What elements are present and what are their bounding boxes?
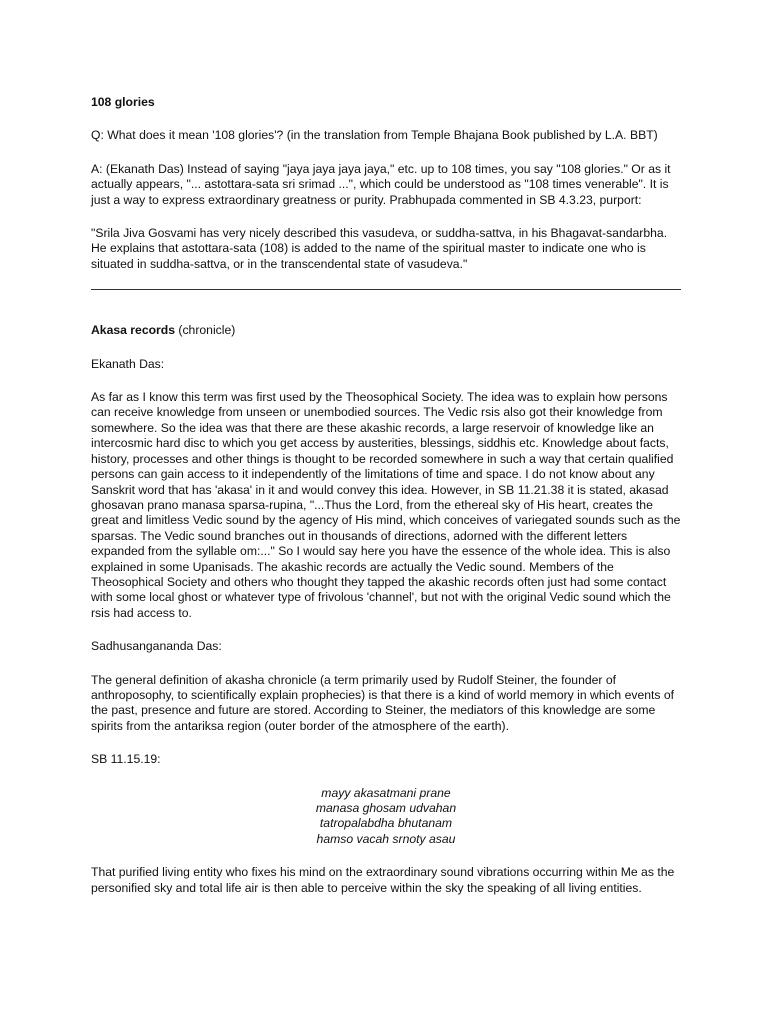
section-title-suffix: (chronicle)	[175, 323, 236, 338]
section-heading-akasa-records	[91, 323, 681, 338]
section-title-108-glories: 108 glories	[91, 95, 155, 109]
answer-paragraph: A: (Ekanath Das) Instead of saying "jaya jaya jaya jaya," etc. up to 108 times, you say "108 glories." Or as it actually appears, "... astottara-sata sri srimad ...", which could be understood as "108 times venerable". It is just a way to express extraordinary greatness or purity. Prabhupada commented in SB 4.3.23, purport:	[91, 161, 671, 207]
verse-translation: That purified living entity who fixes his mind on the extraordinary sound vibrations occurring within Me as the personified sky and total life air is then able to perceive within the sky the speaking of all living entities.	[91, 865, 675, 895]
sadhusangananda-paragraph: The general definition of akasha chronicle (a term primarily used by Rudolf Steiner, the founder of anthroposophy, to scientifically explain prophecies) is that there is a kind of world memory in which events of the past, presence and future are stored. According to Steiner, the mediators of this knowledge are some spirits from the antariksa region (outer border of the atmosphere of the earth).	[91, 672, 675, 733]
ekanath-paragraph: As far as I know this term was first used by the Theosophical Society. The idea was to explain how persons can receive knowledge from unseen or unembodied sources. The Vedic rsis also got their knowledge from somewhere. So the idea was that there are these akashic records, a large reservoir of knowledge like an intercosmic hard disc to which you get access by austerities, blessings, siddhis etc. Knowledge about facts, history, processes and other things is thought to be recorded somewhere in such a way that certain qualified persons can gain access to it independently of the limitations of time and space. I do not know about any Sanskrit word that has 'akasa' in it and would convey this idea. However, in SB 11.21.38 it is stated, akasad ghosavan prano manasa sparsa-rupina, "...Thus the Lord, from the ethereal sky of His heart, creates the great and limitless Vedic sound by the agency of His mind, which conceives of variegated sounds such as the sparsas. The Vedic sound branches out in thousands of directions, adorned with the different letters expanded from the syllable om:..." So I would say here you have the essence of the whole idea. This is also explained in some Upanisads. The akashic records are actually the Vedic sound. Members of the Theosophical Society and others who thought they tapped the akashic records often just had some contact with some local ghost or whatever type of frivolous 'channel', but not with the original Vedic sound which the rsis had access to.	[91, 390, 681, 620]
speaker-sadhusangananda-das: Sadhusangananda Das:	[91, 639, 222, 654]
section-title-akasa-records: Akasa records	[91, 323, 176, 338]
sanskrit-verse	[91, 786, 681, 848]
quote-paragraph: "Srila Jiva Gosvami has very nicely described this vasudeva, or suddha-sattva, in his Bhagavat-sandarbha. He explains that astottara-sata (108) is added to the name of the spiritual master to indicate one who is situated in suddha-sattva, or in the transcendental state of vasudeva."	[91, 226, 668, 271]
speaker-ekanath-das: Ekanath Das:	[91, 356, 165, 371]
verse-reference: SB 11.15.19:	[91, 752, 161, 767]
verse-line: tatropalabdha bhutanam	[319, 816, 453, 831]
question-paragraph: Q: What does it mean '108 glories'? (in the translation from Temple Bhajana Book published by L.A. BBT)	[91, 128, 658, 143]
document-page	[91, 95, 681, 896]
verse-line: mayy akasatmani prane	[321, 785, 451, 800]
section-divider	[91, 289, 681, 290]
verse-line: manasa ghosam udvahan	[315, 801, 457, 815]
verse-line: hamso vacah srnoty asau	[316, 831, 456, 846]
